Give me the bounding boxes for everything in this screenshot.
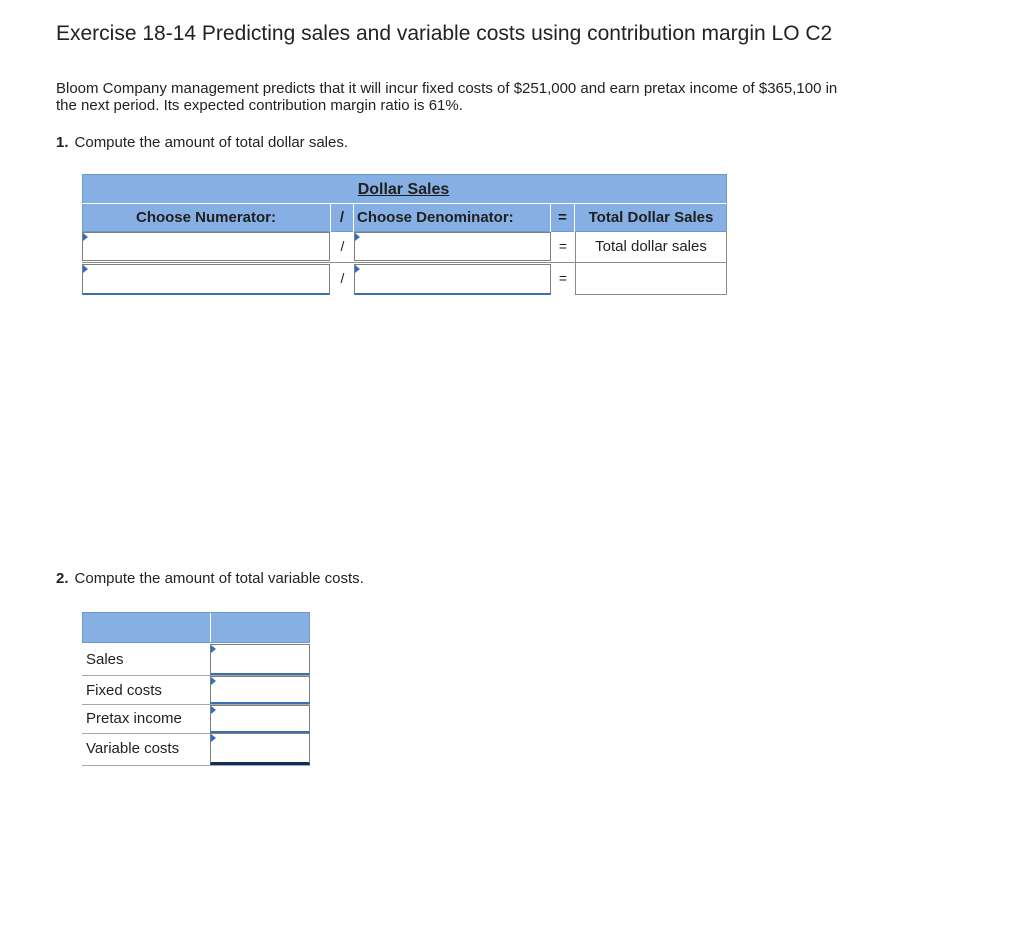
question-2-number: 2. — [56, 570, 69, 587]
variable-costs-header — [82, 612, 310, 643]
table-row — [82, 676, 310, 705]
variable-costs-input[interactable] — [210, 733, 310, 765]
header-divider — [210, 613, 211, 642]
question-1-text: Compute the amount of total dollar sales. — [74, 134, 349, 151]
table-row — [82, 643, 310, 676]
question-2-text: Compute the amount of total variable costs. — [74, 570, 364, 587]
input-flag-icon — [211, 734, 216, 742]
row-label-sales: Sales — [86, 651, 124, 668]
numerator-select-row-1[interactable] — [82, 232, 330, 261]
question-1 — [56, 134, 348, 151]
pretax-income-input[interactable] — [210, 705, 310, 733]
slash-row-1: / — [340, 238, 345, 254]
slash-header: / — [331, 204, 354, 233]
dollar-sales-title: Dollar Sales — [357, 181, 450, 198]
sales-input[interactable] — [210, 644, 310, 675]
row-label-variable-costs: Variable costs — [86, 740, 180, 757]
input-flag-icon — [355, 265, 360, 273]
fixed-costs-input[interactable] — [210, 676, 310, 704]
row-label-fixed-costs: Fixed costs — [86, 682, 162, 699]
equals-row-1: = — [558, 238, 568, 254]
numerator-header: Choose Numerator: — [82, 204, 331, 233]
exercise-intro: Bloom Company management predicts that it will incur fixed costs of $251,000 and earn pretax income of $365,100 in the next period. Its expected contribution margin ratio is 61%. — [56, 80, 838, 114]
table-row — [82, 705, 310, 734]
question-2 — [56, 570, 364, 587]
input-flag-icon — [211, 645, 216, 653]
input-flag-icon — [83, 233, 88, 241]
input-flag-icon — [83, 265, 88, 273]
input-flag-icon — [211, 677, 216, 685]
dollar-sales-table — [82, 174, 727, 295]
input-flag-icon — [355, 233, 360, 241]
total-dollar-sales-header: Total Dollar Sales — [588, 209, 714, 226]
result-row-1: Total dollar sales — [575, 232, 727, 262]
row-label-pretax-income: Pretax income — [86, 710, 182, 727]
result-row-2 — [575, 263, 727, 295]
denominator-header: Choose Denominator: — [354, 204, 551, 233]
dollar-sales-header-row — [82, 203, 727, 233]
equals-header: = — [551, 204, 575, 233]
input-flag-icon — [211, 706, 216, 714]
equals-row-2: = — [558, 270, 568, 286]
denominator-select-row-2[interactable] — [354, 264, 551, 295]
slash-row-2: / — [340, 270, 345, 286]
numerator-select-row-2[interactable] — [82, 264, 330, 295]
exercise-title: Exercise 18-14 Predicting sales and variable costs using contribution margin LO C2 — [56, 22, 833, 45]
table-row — [82, 733, 310, 766]
question-1-number: 1. — [56, 134, 69, 151]
variable-costs-table — [82, 612, 310, 766]
denominator-select-row-1[interactable] — [354, 232, 551, 261]
